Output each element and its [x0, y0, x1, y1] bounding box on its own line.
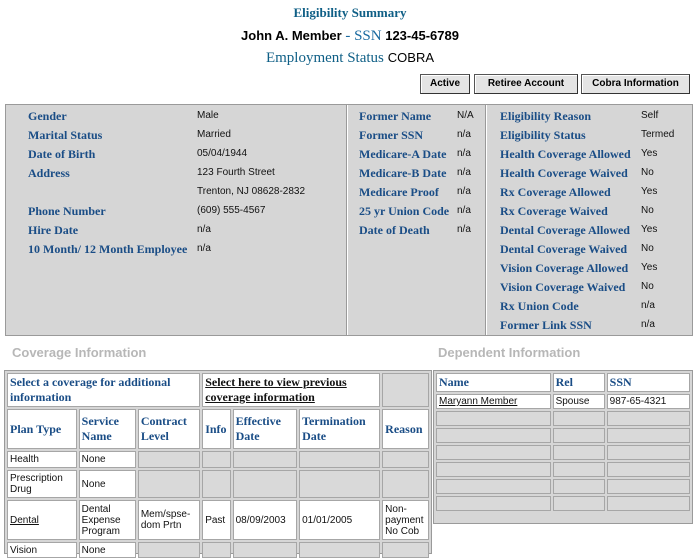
empty-cell	[233, 451, 297, 468]
coverage-table-box	[4, 370, 432, 554]
col-header-service-name: Service Name	[79, 409, 136, 449]
employment-status-label: Employment Status	[265, 50, 384, 66]
vision-waived-value: No	[641, 281, 654, 292]
dental-plan-link[interactable]: Dental	[10, 514, 39, 526]
empty-cell	[436, 479, 551, 494]
service-name-cell: None	[79, 470, 136, 498]
empty-cell	[299, 470, 380, 498]
col-header-plan-type: Plan Type	[7, 409, 77, 449]
dental-allowed-label: Dental Coverage Allowed	[500, 223, 630, 237]
eligibility-details-panel	[5, 104, 693, 336]
address-label: Address	[28, 166, 70, 180]
effective-date-cell: 08/09/2003	[233, 500, 297, 540]
dependent-table	[434, 371, 692, 513]
cobra-information-button[interactable]: Cobra Information	[581, 74, 690, 94]
coverage-section-title: Coverage Information	[12, 345, 147, 360]
col-header-dep-name: Name	[436, 373, 551, 392]
empty-cell	[553, 479, 605, 494]
empty-cell	[436, 445, 551, 460]
service-name-cell: None	[79, 542, 136, 558]
active-button[interactable]: Active	[420, 74, 470, 94]
empty-cell	[138, 470, 200, 498]
union-code-value: n/a	[457, 205, 471, 216]
hire-date-label: Hire Date	[28, 223, 79, 237]
date-of-birth-value: 05/04/1944	[197, 148, 248, 159]
service-name-cell: None	[79, 451, 136, 468]
plan-type-cell: Prescription Drug	[7, 470, 77, 498]
empty-cell	[436, 462, 551, 477]
table-row	[436, 394, 690, 409]
table-row	[7, 470, 429, 498]
col-header-termination-date: Termination Date	[299, 409, 380, 449]
rx-waived-value: No	[641, 205, 654, 216]
termination-date-cell: 01/01/2005	[299, 500, 380, 540]
contract-level-cell: Mem/spse-dom Prtn	[138, 500, 200, 540]
empty-cell	[436, 496, 551, 511]
dependent-table-box	[433, 370, 693, 524]
empty-cell	[436, 411, 551, 426]
col-header-dep-ssn: SSN	[607, 373, 690, 392]
medicare-b-value: n/a	[457, 167, 471, 178]
empty-cell	[202, 451, 230, 468]
select-coverage-text: Select a coverage for additional information	[7, 373, 200, 407]
table-row	[7, 500, 429, 540]
rx-allowed-value: Yes	[641, 186, 658, 197]
empty-cell	[553, 411, 605, 426]
retiree-account-button[interactable]: Retiree Account	[474, 74, 578, 94]
empty-cell	[607, 445, 690, 460]
empty-cell	[202, 470, 230, 498]
empty-cell	[607, 428, 690, 443]
table-row	[7, 542, 429, 558]
empty-cell	[382, 470, 429, 498]
vision-waived-label: Vision Coverage Waived	[500, 280, 626, 294]
dep-ssn-cell: 987-65-4321	[607, 394, 690, 409]
medicare-b-label: Medicare-B Date	[359, 166, 447, 180]
employee-months-value: n/a	[197, 243, 211, 254]
col-header-info: Info	[202, 409, 230, 449]
eligibility-status-value: Termed	[641, 129, 675, 140]
member-name: John A. Member	[241, 28, 342, 43]
rx-union-code-label: Rx Union Code	[500, 299, 579, 313]
page-title: Eligibility Summary	[293, 5, 407, 20]
former-link-ssn-value: n/a	[641, 319, 655, 330]
reason-cell: Non-payment No Cob	[382, 500, 429, 540]
empty-cell	[233, 470, 297, 498]
date-of-death-label: Date of Death	[359, 223, 430, 237]
col-header-effective-date: Effective Date	[233, 409, 297, 449]
union-code-label: 25 yr Union Code	[359, 204, 450, 218]
address-line1: 123 Fourth Street	[197, 167, 275, 178]
gender-value: Male	[197, 110, 219, 121]
date-of-death-value: n/a	[457, 224, 471, 235]
empty-cell	[382, 373, 429, 407]
table-row	[7, 451, 429, 468]
dental-allowed-value: Yes	[641, 224, 658, 235]
hire-date-value: n/a	[197, 224, 211, 235]
medicare-a-label: Medicare-A Date	[359, 147, 447, 161]
column-divider	[346, 105, 348, 335]
table-row	[436, 428, 690, 443]
employment-status-value: COBRA	[387, 50, 435, 65]
column-divider	[485, 105, 487, 335]
empty-cell	[138, 451, 200, 468]
vision-allowed-value: Yes	[641, 262, 658, 273]
medicare-proof-label: Medicare Proof	[359, 185, 439, 199]
coverage-table	[5, 371, 431, 560]
empty-cell	[382, 451, 429, 468]
health-waived-label: Health Coverage Waived	[500, 166, 628, 180]
gender-label: Gender	[28, 109, 67, 123]
ssn-label: - SSN	[345, 28, 382, 44]
former-ssn-value: n/a	[457, 129, 471, 140]
address-line2: Trenton, NJ 08628-2832	[197, 186, 306, 197]
empty-cell	[299, 542, 380, 558]
employment-status-line	[0, 49, 700, 67]
dependent-name-link[interactable]: Maryann Member	[439, 396, 518, 407]
table-row	[436, 445, 690, 460]
rx-union-code-value: n/a	[641, 300, 655, 311]
eligibility-reason-label: Eligibility Reason	[500, 109, 592, 123]
dep-rel-cell: Spouse	[553, 394, 605, 409]
table-row	[436, 496, 690, 511]
empty-cell	[607, 462, 690, 477]
col-header-reason: Reason	[382, 409, 429, 449]
date-of-birth-label: Date of Birth	[28, 147, 96, 161]
dental-waived-value: No	[641, 243, 654, 254]
member-line	[0, 28, 700, 45]
empty-cell	[607, 479, 690, 494]
ssn-value: 123-45-6789	[385, 28, 459, 43]
health-allowed-label: Health Coverage Allowed	[500, 147, 631, 161]
service-name-cell: Dental Expense Program	[79, 500, 136, 540]
empty-cell	[607, 411, 690, 426]
table-row	[436, 462, 690, 477]
health-allowed-value: Yes	[641, 148, 658, 159]
empty-cell	[233, 542, 297, 558]
dental-waived-label: Dental Coverage Waived	[500, 242, 628, 256]
marital-status-value: Married	[197, 129, 231, 140]
rx-waived-label: Rx Coverage Waived	[500, 204, 608, 218]
plan-type-cell	[7, 500, 77, 540]
col-header-contract-level: Contract Level	[138, 409, 200, 449]
medicare-a-value: n/a	[457, 148, 471, 159]
table-row	[436, 479, 690, 494]
previous-coverage-link[interactable]: Select here to view previous coverage information	[205, 375, 347, 404]
rx-allowed-label: Rx Coverage Allowed	[500, 185, 611, 199]
plan-type-cell: Vision	[7, 542, 77, 558]
col-header-dep-rel: Rel	[553, 373, 605, 392]
empty-cell	[436, 428, 551, 443]
empty-cell	[553, 445, 605, 460]
eligibility-status-label: Eligibility Status	[500, 128, 586, 142]
former-link-ssn-label: Former Link SSN	[500, 318, 592, 332]
health-waived-value: No	[641, 167, 654, 178]
former-name-value: N/A	[457, 110, 474, 121]
empty-cell	[202, 542, 230, 558]
empty-cell	[382, 542, 429, 558]
info-cell: Past	[202, 500, 230, 540]
empty-cell	[553, 496, 605, 511]
employee-months-label: 10 Month/ 12 Month Employee	[28, 242, 188, 256]
former-ssn-label: Former SSN	[359, 128, 424, 142]
plan-type-cell: Health	[7, 451, 77, 468]
dep-name-cell	[436, 394, 551, 409]
empty-cell	[553, 428, 605, 443]
empty-cell	[138, 542, 200, 558]
medicare-proof-value: n/a	[457, 186, 471, 197]
empty-cell	[299, 451, 380, 468]
table-row	[436, 411, 690, 426]
marital-status-label: Marital Status	[28, 128, 103, 142]
former-name-label: Former Name	[359, 109, 432, 123]
phone-number-label: Phone Number	[28, 204, 106, 218]
vision-allowed-label: Vision Coverage Allowed	[500, 261, 629, 275]
phone-number-value: (609) 555-4567	[197, 205, 266, 216]
empty-cell	[553, 462, 605, 477]
eligibility-reason-value: Self	[641, 110, 659, 121]
empty-cell	[607, 496, 690, 511]
dependent-section-title: Dependent Information	[438, 345, 581, 360]
previous-coverage-cell	[202, 373, 380, 407]
